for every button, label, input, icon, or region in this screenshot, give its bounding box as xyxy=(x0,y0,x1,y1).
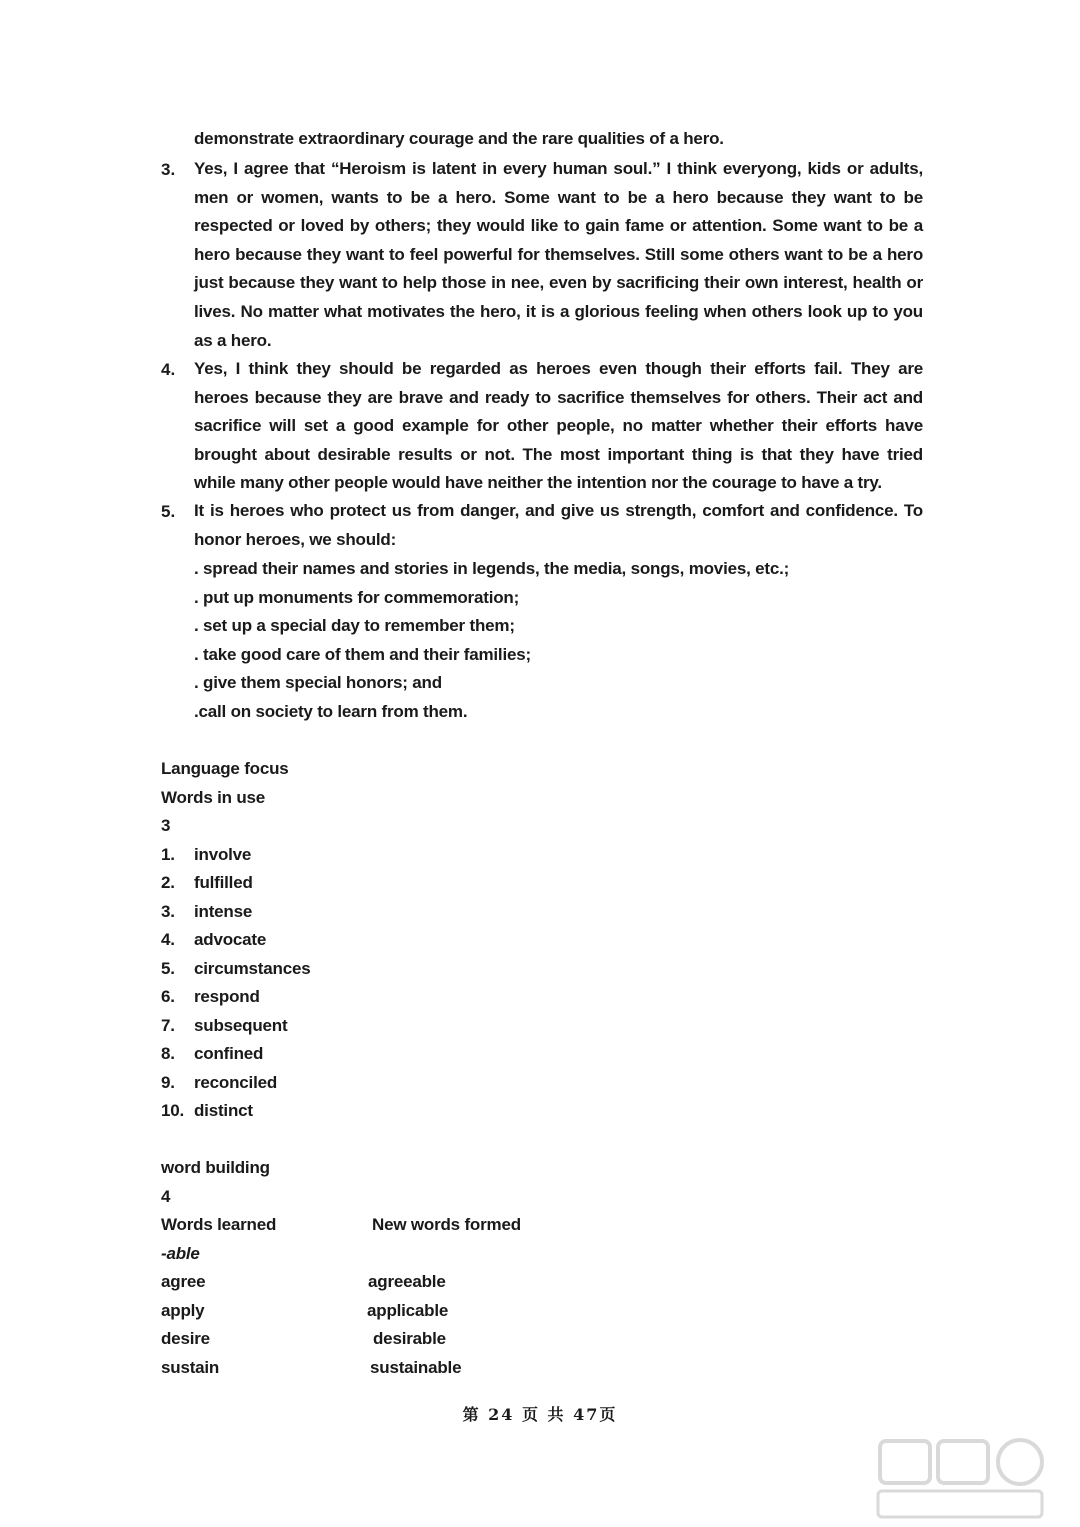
suffix-label: -able xyxy=(161,1244,200,1263)
section-heading: word building xyxy=(161,1158,270,1177)
vocab-number: 5. xyxy=(161,959,175,978)
bullet-item: . take good care of them and their families; xyxy=(194,645,531,664)
vocab-number: 8. xyxy=(161,1044,175,1063)
bullet-item: . put up monuments for commemoration; xyxy=(194,588,520,607)
word-learned: sustain xyxy=(161,1358,220,1377)
bullet-item: . set up a special day to remember them; xyxy=(194,616,515,635)
vocab-word: confined xyxy=(194,1044,264,1063)
bullet-item: .call on society to learn from them. xyxy=(194,702,468,721)
vocab-word: distinct xyxy=(194,1101,253,1120)
bullet-item: . give them special honors; and xyxy=(194,673,442,692)
vocab-number: 10. xyxy=(161,1101,185,1120)
vocab-word: reconciled xyxy=(194,1073,278,1092)
word-formed: agreeable xyxy=(368,1272,446,1291)
word-formed: sustainable xyxy=(370,1358,462,1377)
exercise-number: 3 xyxy=(161,816,171,835)
vocab-word: circumstances xyxy=(194,959,311,978)
vocab-word: intense xyxy=(194,902,253,921)
vocab-number: 3. xyxy=(161,902,175,921)
vocab-number: 4. xyxy=(161,930,175,949)
answer-number: 3. xyxy=(161,160,176,179)
exercise-number: 4 xyxy=(161,1187,171,1206)
word-formed: applicable xyxy=(367,1301,449,1320)
word-formed: desirable xyxy=(373,1329,446,1348)
answer-paragraph: Yes, I think they should be regarded as heroes even though their efforts fail. They are heroes because they are brave and ready to sacrifice themselves for others. Their act and sacrifice will set a good example for other people, no matter whether their efforts have brought about desirable results or not. The most important thing is that they have tried while many other people would have neither the intention nor the courage to have a try. xyxy=(194,359,923,493)
section-subheading: Words in use xyxy=(161,788,266,807)
vocab-number: 6. xyxy=(161,987,175,1006)
vocab-word: advocate xyxy=(194,930,267,949)
column-header-learned: Words learned xyxy=(161,1215,277,1234)
vocab-number: 9. xyxy=(161,1073,175,1092)
page-number-footer: 第 24 页 共 47页 xyxy=(462,1405,618,1424)
word-learned: desire xyxy=(161,1329,210,1348)
watermark-logo xyxy=(870,1433,1050,1523)
answer-number: 5. xyxy=(161,502,176,521)
bullet-item: . spread their names and stories in legends, the media, songs, movies, etc.; xyxy=(194,559,790,578)
vocab-number: 2. xyxy=(161,873,175,892)
column-header-formed: New words formed xyxy=(372,1215,521,1234)
vocab-number: 7. xyxy=(161,1016,175,1035)
section-heading: Language focus xyxy=(161,759,289,778)
word-learned: apply xyxy=(161,1301,205,1320)
vocab-word: involve xyxy=(194,845,252,864)
answer-paragraph: Yes, I agree that “Heroism is latent in every human soul.” I think everyong, kids or adults, men or women, wants to be a hero. Some want to be a hero because they want to be respected or loved by others; they would like to gain fame or attention. Some want to be a hero because they want to feel powerful for themselves. Still some others want to be a hero just because they want to help those in nee, even by sacrificing their own interest, health or lives. No matter what motivates the hero, it is a glorious feeling when others look up to you as a hero. xyxy=(194,159,923,350)
vocab-word: fulfilled xyxy=(194,873,253,892)
word-learned: agree xyxy=(161,1272,206,1291)
vocab-word: subsequent xyxy=(194,1016,288,1035)
answer-paragraph: It is heroes who protect us from danger, and give us strength, comfort and confidence. To honor heroes, we should: xyxy=(194,501,923,549)
answer-number: 4. xyxy=(161,360,176,379)
vocab-number: 1. xyxy=(161,845,175,864)
vocab-word: respond xyxy=(194,987,260,1006)
continuation-line: demonstrate extraordinary courage and the rare qualities of a hero. xyxy=(194,129,724,148)
